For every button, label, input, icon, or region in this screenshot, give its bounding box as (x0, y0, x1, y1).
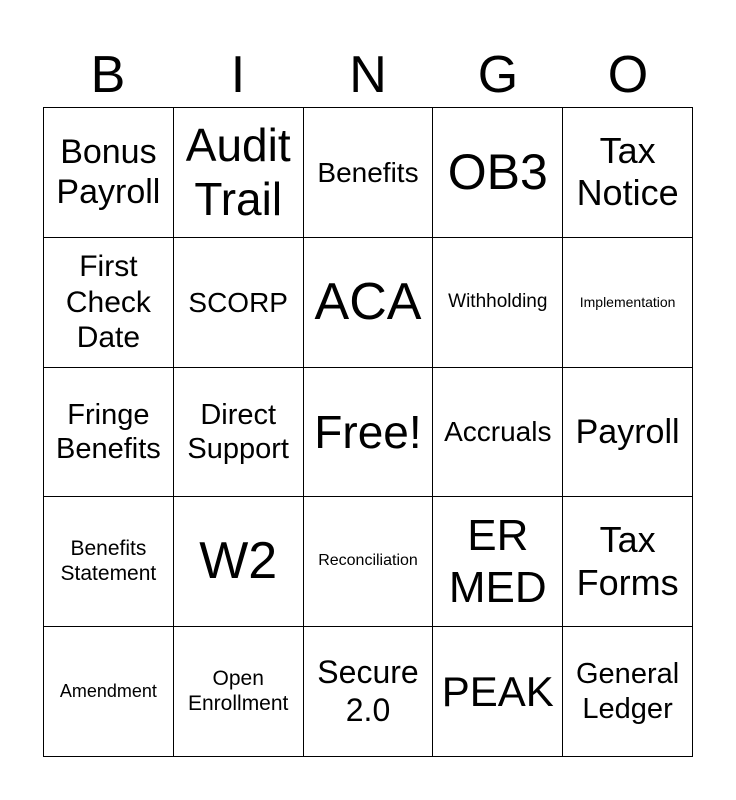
bingo-cell-r5-c1[interactable] (44, 627, 174, 757)
bingo-cell-label: PEAK (441, 667, 554, 715)
bingo-cell-label: Implementation (579, 293, 676, 310)
bingo-cell-r1-c5[interactable] (563, 108, 693, 238)
bingo-cell-r3-c4[interactable] (433, 368, 563, 498)
bingo-cell-r4-c5[interactable] (563, 497, 693, 627)
bingo-cell-r5-c5[interactable] (563, 627, 693, 757)
bingo-cell-label: Benefits Statement (60, 537, 157, 585)
bingo-cell-r4-c3[interactable] (304, 497, 434, 627)
bingo-cell-label: Direct Support (187, 398, 289, 465)
bingo-cell-label: Audit Trail (185, 119, 291, 226)
bingo-cell-label: Free! (314, 405, 422, 458)
bingo-cell-r5-c4[interactable] (433, 627, 563, 757)
bingo-cell-label: General Ledger (576, 658, 680, 725)
bingo-header (43, 44, 693, 106)
bingo-cell-r2-c1[interactable] (44, 238, 174, 368)
bingo-cell-label: OB3 (447, 143, 548, 200)
bingo-cell-r4-c4[interactable] (433, 497, 563, 627)
bingo-cell-r2-c5[interactable] (563, 238, 693, 368)
bingo-cell-label: Fringe Benefits (56, 398, 161, 465)
bingo-cell-r3-c5[interactable] (563, 368, 693, 498)
bingo-cell-r5-c2[interactable] (174, 627, 304, 757)
bingo-cell-label: Secure 2.0 (317, 653, 419, 728)
header-letter-n: N (349, 46, 387, 104)
bingo-cell-label: Reconciliation (318, 552, 418, 570)
bingo-cell-r1-c4[interactable] (433, 108, 563, 238)
bingo-cell-r2-c3[interactable] (304, 238, 434, 368)
bingo-cell-r2-c4[interactable] (433, 238, 563, 368)
bingo-cell-label: SCORP (188, 286, 288, 318)
bingo-cell-r4-c1[interactable] (44, 497, 174, 627)
bingo-cell-label: W2 (199, 532, 278, 591)
bingo-board (43, 107, 693, 757)
bingo-cell-r1-c1[interactable] (44, 108, 174, 238)
bingo-cell-label: Bonus Payroll (56, 133, 161, 212)
bingo-cell-r5-c3[interactable] (304, 627, 434, 757)
bingo-cell-label: Accruals (444, 416, 552, 448)
header-letter-o: O (607, 46, 649, 104)
header-letter-b: B (90, 46, 126, 104)
bingo-cell-r4-c2[interactable] (174, 497, 304, 627)
header-letter-i: I (230, 46, 246, 104)
bingo-cell-r1-c3[interactable] (304, 108, 434, 238)
bingo-cell-label: First Check Date (65, 250, 151, 354)
bingo-cell-label: Open Enrollment (188, 666, 289, 715)
bingo-cell-r3-c2[interactable] (174, 368, 304, 498)
bingo-cell-r2-c2[interactable] (174, 238, 304, 368)
bingo-cell-r3-c3[interactable] (304, 368, 434, 498)
header-letter-g: G (477, 46, 519, 104)
bingo-cell-r1-c2[interactable] (174, 108, 304, 238)
bingo-cell-label: Amendment (59, 680, 157, 701)
bingo-cell-label: ACA (314, 272, 422, 331)
bingo-cell-r3-c1[interactable] (44, 368, 174, 498)
bingo-cell-label: Payroll (575, 412, 680, 451)
bingo-cell-label: ER MED (448, 510, 547, 612)
bingo-cell-label: Benefits (317, 156, 419, 188)
bingo-cell-label: Tax Forms (576, 519, 679, 603)
bingo-cell-label: Tax Notice (576, 129, 679, 214)
bingo-cell-label: Withholding (448, 290, 548, 312)
